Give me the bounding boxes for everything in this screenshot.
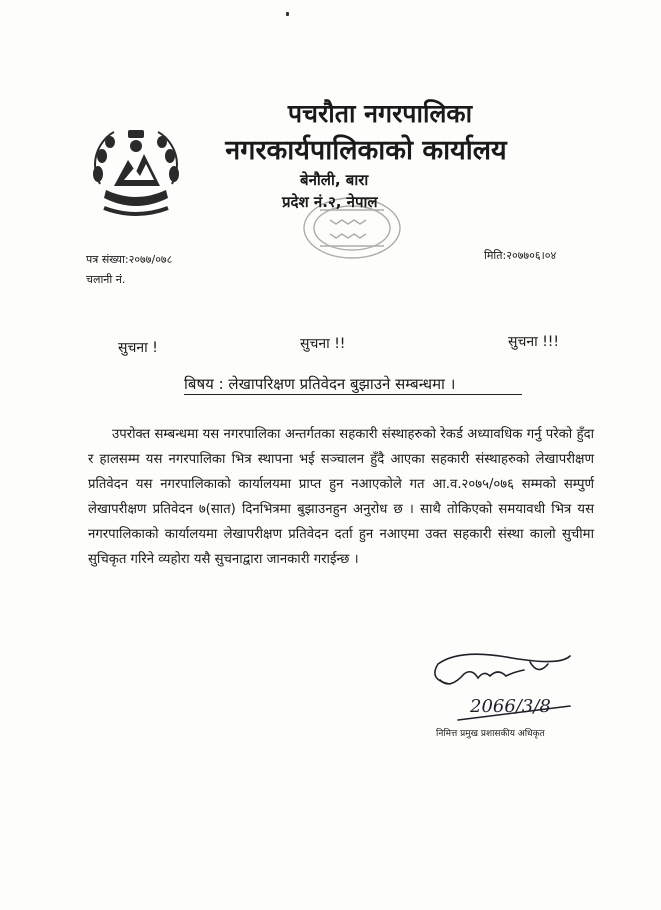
notice-label-3: सुचना !!! [508,334,560,350]
notice-label-2: सुचना !! [300,336,346,352]
signature-date: 2066/3/8 [470,696,551,717]
letter-date: मिति:२०७७०६।०४ [484,249,557,262]
office-location: बेनौली, बारा [300,171,369,189]
subject-line: बिषय : लेखापरिक्षण प्रतिवेदन बुझाउने सम्बन्धमा । [184,375,456,393]
reference-number: पत्र संख्या:२०७७/०७८ [86,253,173,266]
office-province: प्रदेश नं.२, नेपाल [282,193,378,211]
signature-mark [420,650,590,726]
scan-speck [286,12,289,16]
notice-label-1: सुचना ! [118,340,158,356]
body-paragraph: उपरोक्त सम्बन्धमा यस नगरपालिका अन्तर्गतका सहकारी संस्थाहरुको रेकर्ड अध्यावधिक गर्नु परेको हुँदा र हालसम्म यस नगरपालिका भित्र स्थापना भई सञ्चालन हुँदै आएका सहकारी संस्थाहरुको लेखापरीक्षण प्रतिवेदन यस नगरपालिकाको कार्यालयमा प्राप्त हुन नआएकोले गत आ.व.२०७५/०७६ सम्मको सम्पुर्ण लेखापरीक्षण प्रतिवेदन ७(सात) दिनभित्रमा बुझाउनहुन अनुरोध छ । साथै तोकिएको समयावधी भित्र यस नगरपालिकाको कार्यालयमा लेखापरीक्षण प्रतिवेदन दर्ता हुन नआएमा उक्त सहकारी संस्था कालो सुचीमा सुचिकृत गरिने व्यहोरा यसै सुचनाद्वारा जानकारी गराईन्छ । [88,427,594,567]
signatory-title: निमित्त प्रमुख प्रशासकीय अधिकृत [436,729,545,739]
office-name: नगरकार्यपालिकाको कार्यालय [225,135,507,166]
municipality-name: पचरौता नगरपालिका [287,99,473,128]
nepal-emblem-icon [84,124,188,224]
subject-underline [184,394,522,395]
dispatch-number: चलानी नं. [86,273,126,286]
